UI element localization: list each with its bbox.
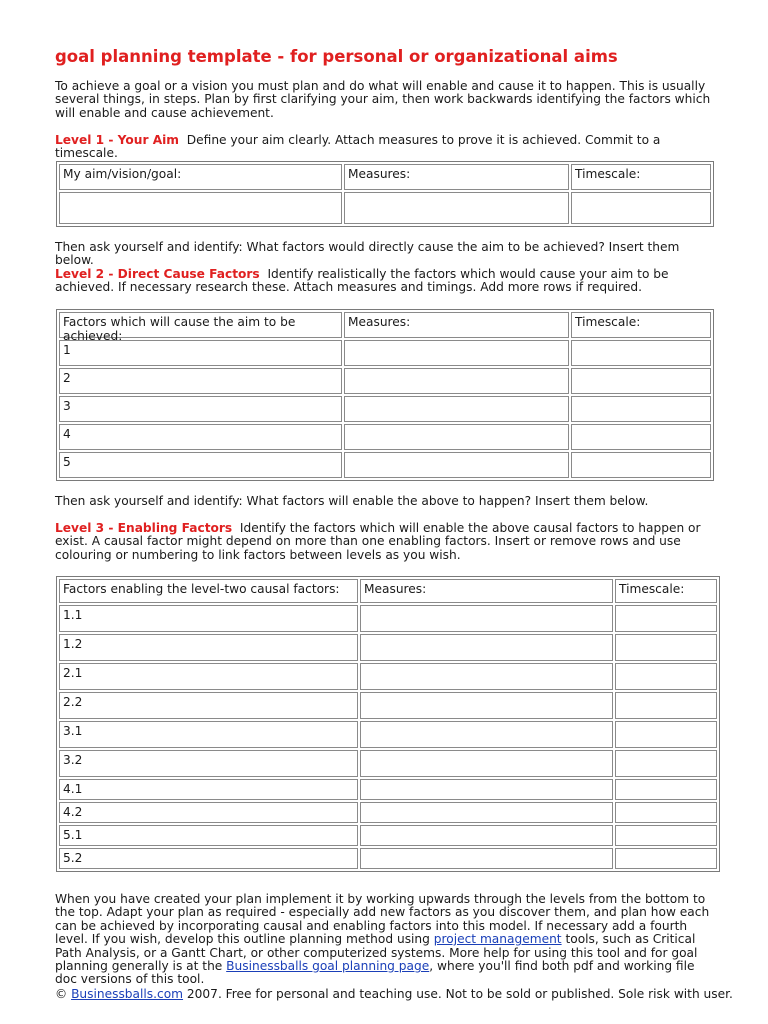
- table-row: [59, 779, 717, 800]
- level-2-label: Level 2 - Direct Cause Factors: [55, 267, 260, 281]
- timescale-cell[interactable]: [571, 452, 711, 478]
- measures-cell[interactable]: [344, 452, 569, 478]
- level-3-header-timescale: Timescale:: [615, 579, 717, 603]
- level-2-header-factors: Factors which will cause the aim to be achieved:: [59, 312, 342, 338]
- table-row: [59, 605, 717, 632]
- level-1-measures-cell[interactable]: [344, 192, 569, 224]
- factor-cell[interactable]: 1.1: [59, 605, 358, 632]
- factor-cell[interactable]: 5.1: [59, 825, 358, 846]
- closing-text-2: tools, such as Critical Path Analysis, or a Gantt Chart, or other computerized systems. More help for using this tool and for goal planning generally is at the: [55, 932, 698, 974]
- copyright-symbol: ©: [55, 987, 68, 1001]
- bridge-text-1: Then ask yourself and identify: What factors would directly cause the aim to be achieved? Insert them below.: [55, 240, 680, 268]
- table-row: [59, 340, 711, 366]
- table-row: [59, 721, 717, 748]
- timescale-cell[interactable]: [615, 750, 717, 777]
- factor-cell[interactable]: 4.2: [59, 802, 358, 823]
- factor-cell[interactable]: 2.1: [59, 663, 358, 690]
- level-1-header-timescale: Timescale:: [571, 164, 711, 190]
- level-1-table: [56, 161, 714, 227]
- level-3-instructions: [55, 522, 715, 562]
- level-1-aim-cell[interactable]: [59, 192, 342, 224]
- factor-cell[interactable]: 4.1: [59, 779, 358, 800]
- timescale-cell[interactable]: [615, 848, 717, 869]
- footer-text: 2007. Free for personal and teaching use. Not to be sold or published. Sole risk with user.: [186, 987, 733, 1001]
- measures-cell[interactable]: [360, 721, 613, 748]
- measures-cell[interactable]: [360, 802, 613, 823]
- factor-cell[interactable]: 4: [59, 424, 342, 450]
- timescale-cell[interactable]: [615, 605, 717, 632]
- level-2-table: [56, 309, 714, 481]
- level-1-instructions: [55, 134, 715, 161]
- timescale-cell[interactable]: [571, 340, 711, 366]
- factor-cell[interactable]: 2.2: [59, 692, 358, 719]
- factor-cell[interactable]: 3.1: [59, 721, 358, 748]
- project-management-link[interactable]: project management: [433, 932, 562, 947]
- level-3-header-measures: Measures:: [360, 579, 613, 603]
- factor-cell[interactable]: 3.2: [59, 750, 358, 777]
- level-1-header-measures: Measures:: [344, 164, 569, 190]
- table-row: [59, 802, 717, 823]
- level-1-header-aim: My aim/vision/goal:: [59, 164, 342, 190]
- measures-cell[interactable]: [344, 368, 569, 394]
- table-row: [59, 825, 717, 846]
- level-3-header-factors: Factors enabling the level-two causal factors:: [59, 579, 358, 603]
- factor-cell[interactable]: 3: [59, 396, 342, 422]
- level-1-label: Level 1 - Your Aim: [55, 133, 180, 147]
- closing-text-3: , where you'll find both pdf and working file doc versions of this tool.: [55, 959, 695, 987]
- table-row: [59, 634, 717, 661]
- closing-text-1: When you have created your plan implement it by working upwards through the levels from the bottom to the top. Adapt your plan as required - especially add new factors as you discover them, and plan how each can be achieved by incorporating causal and enabling factors into this model. If necessary add a fourth level. If you wish, develop this outline planning method using: [55, 892, 710, 947]
- level-2-text: Identify realistically the factors which would cause your aim to be achieved. If necessary research these. Attach measures and timings. Add more rows if required.: [55, 267, 669, 295]
- level-3-text: Identify the factors which will enable the above causal factors to happen or exist. A causal factor might depend on more than one enabling factors. Insert or remove rows and use colouring or numbering to link factors between levels as you wish.: [55, 521, 701, 562]
- timescale-cell[interactable]: [615, 663, 717, 690]
- measures-cell[interactable]: [344, 340, 569, 366]
- measures-cell[interactable]: [344, 424, 569, 450]
- footer: [55, 987, 733, 1001]
- measures-cell[interactable]: [360, 663, 613, 690]
- timescale-cell[interactable]: [571, 396, 711, 422]
- page-title: goal planning template - for personal or organizational aims: [55, 47, 618, 66]
- measures-cell[interactable]: [360, 750, 613, 777]
- table-row: [59, 396, 711, 422]
- level-3-label: Level 3 - Enabling Factors: [55, 521, 233, 535]
- level-1-timescale-cell[interactable]: [571, 192, 711, 224]
- timescale-cell[interactable]: [571, 368, 711, 394]
- factor-cell[interactable]: 2: [59, 368, 342, 394]
- table-row: [59, 848, 717, 869]
- businessballs-link[interactable]: Businessballs.com: [71, 987, 184, 1001]
- timescale-cell[interactable]: [615, 634, 717, 661]
- level-2-header-measures: Measures:: [344, 312, 569, 338]
- measures-cell[interactable]: [360, 634, 613, 661]
- table-row: [59, 692, 717, 719]
- intro-paragraph: To achieve a goal or a vision you must plan and do what will enable and cause it to happen. This is usually several things, in steps. Plan by first clarifying your aim, then work backwards identifying the factors which will enable and cause achievement.: [55, 79, 711, 120]
- timescale-cell[interactable]: [615, 779, 717, 800]
- factor-cell[interactable]: 5.2: [59, 848, 358, 869]
- level-2-header-timescale: Timescale:: [571, 312, 711, 338]
- bridge-text-2: Then ask yourself and identify: What factors will enable the above to happen? Insert them below.: [55, 494, 649, 508]
- goal-planning-page-link[interactable]: Businessballs goal planning page: [226, 959, 430, 974]
- factor-cell[interactable]: 1.2: [59, 634, 358, 661]
- measures-cell[interactable]: [344, 396, 569, 422]
- table-row: [59, 452, 711, 478]
- table-row: [59, 663, 717, 690]
- timescale-cell[interactable]: [615, 692, 717, 719]
- level-1-text: Define your aim clearly. Attach measures to prove it is achieved. Commit to a timescale.: [55, 133, 661, 161]
- timescale-cell[interactable]: [615, 825, 717, 846]
- table-row: [59, 750, 717, 777]
- closing-paragraph: [55, 893, 715, 987]
- table-row: [59, 424, 711, 450]
- timescale-cell[interactable]: [615, 721, 717, 748]
- measures-cell[interactable]: [360, 692, 613, 719]
- factor-cell[interactable]: 1: [59, 340, 342, 366]
- measures-cell[interactable]: [360, 848, 613, 869]
- table-row: [59, 368, 711, 394]
- timescale-cell[interactable]: [571, 424, 711, 450]
- measures-cell[interactable]: [360, 825, 613, 846]
- level-3-table: [56, 576, 720, 872]
- measures-cell[interactable]: [360, 605, 613, 632]
- timescale-cell[interactable]: [615, 802, 717, 823]
- factor-cell[interactable]: 5: [59, 452, 342, 478]
- level-2-instructions: [55, 268, 715, 295]
- measures-cell[interactable]: [360, 779, 613, 800]
